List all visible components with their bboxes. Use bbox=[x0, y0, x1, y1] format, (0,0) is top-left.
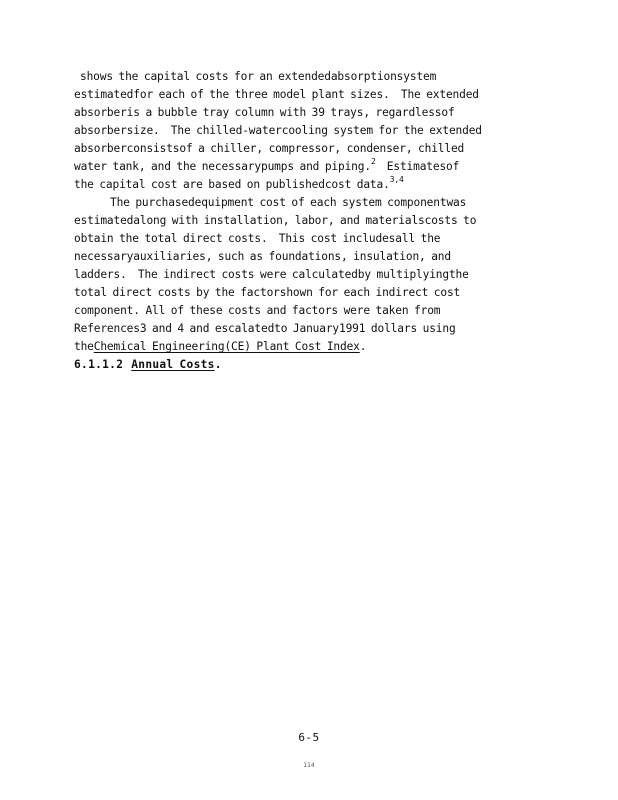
text-line bbox=[74, 194, 554, 212]
text-span: necessaryauxiliaries, such as foundations, insulation, and bbox=[74, 250, 451, 263]
section-title: Annual Costs bbox=[131, 358, 215, 371]
page-number: 6-5 bbox=[298, 731, 320, 744]
text-span: absorberis a bubble tray column with 39 trays, regardlessof bbox=[74, 106, 455, 119]
section-number: 6.1.1.2 bbox=[74, 358, 124, 371]
text-line bbox=[74, 230, 554, 248]
page-stamp: 114 bbox=[303, 762, 315, 769]
text-span: the bbox=[74, 340, 94, 353]
text-line bbox=[74, 248, 554, 266]
section-heading bbox=[74, 356, 554, 374]
text-span: water tank, and the necessarypumps and piping. bbox=[74, 160, 371, 173]
text-span: component. All of these costs and factors were taken from bbox=[74, 304, 441, 317]
text-line bbox=[74, 158, 554, 176]
text-line bbox=[74, 68, 554, 86]
text-span: . bbox=[214, 358, 222, 371]
text-line bbox=[74, 86, 554, 104]
footnote-ref: 2 bbox=[370, 157, 376, 166]
text-span: ladders. The indirect costs were calculatedby multiplyingthe bbox=[74, 268, 469, 281]
text-line bbox=[74, 266, 554, 284]
text-span: Estimatesof bbox=[375, 160, 460, 173]
text-line bbox=[74, 320, 554, 338]
text-span: total direct costs by the factorshown for each indirect cost bbox=[74, 286, 461, 299]
text-span: shows the capital costs for an extendedabsorptionsystem bbox=[80, 70, 437, 83]
text-span: . bbox=[359, 340, 367, 353]
text-line bbox=[74, 284, 554, 302]
text-span: The purchasedequipment cost of each system componentwas bbox=[110, 196, 467, 209]
cost-index-reference: Chemical Engineering(CE) Plant Cost Index bbox=[93, 340, 360, 353]
text-line bbox=[74, 176, 554, 194]
text-line bbox=[74, 122, 554, 140]
text-line bbox=[74, 104, 554, 122]
text-span: absorberconsistsof a chiller, compressor, condenser, chilled bbox=[74, 142, 465, 155]
text-line bbox=[74, 302, 554, 320]
body-text bbox=[74, 68, 554, 374]
text-line bbox=[74, 212, 554, 230]
text-line bbox=[74, 338, 554, 356]
text-span: estimatedfor each of the three model plant sizes. The extended bbox=[74, 88, 479, 101]
text-span: References3 and 4 and escalatedto January1991 dollars using bbox=[74, 322, 456, 335]
text-span: the capital cost are based on publishedcost data. bbox=[74, 178, 390, 191]
text-span: obtain the total direct costs. This cost includesall the bbox=[74, 232, 441, 245]
footnote-ref: 3,4 bbox=[389, 175, 404, 184]
text-span: absorbersize. The chilled-watercooling system for the extended bbox=[74, 124, 482, 137]
text-span: estimatedalong with installation, labor, and materialscosts to bbox=[74, 214, 477, 227]
text-line bbox=[74, 140, 554, 158]
